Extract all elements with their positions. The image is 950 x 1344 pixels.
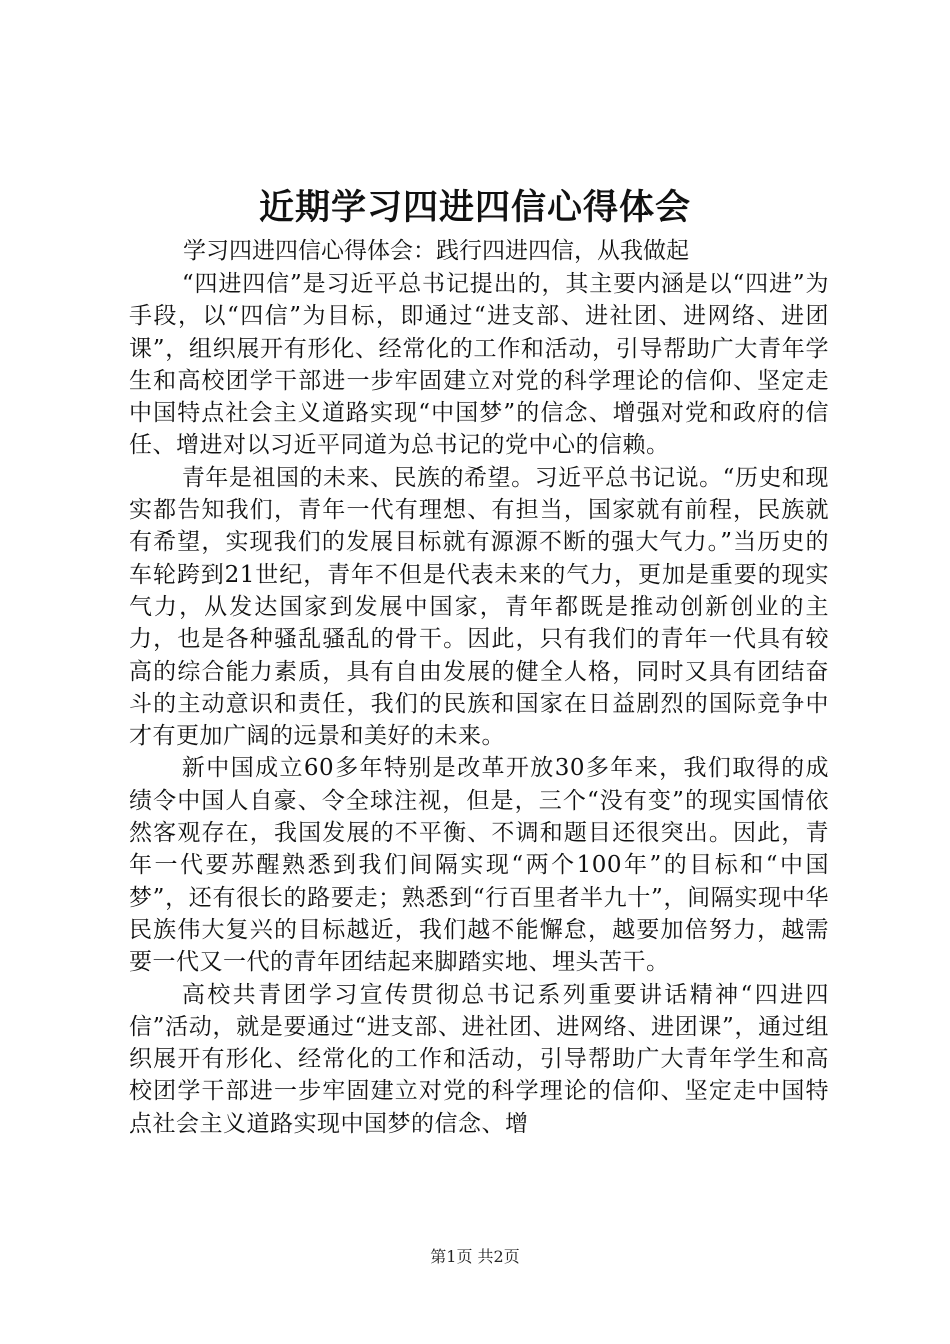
paragraph: “四进四信”是习近平总书记提出的，其主要内涵是以“四进”为手段，以“四信”为目标，即通过“进支部、进社团、进网络、进团课”，组织展开有形化、经常化的工作和活动，引导帮助广大青年学生和高校团学干部进一步牢固建立对党的科学理论的信仰、坚定走中国特点社会主义道路实现“中国梦”的信念、增强对党和政府的信任、增进对以习近平同道为总书记的党中心的信赖。 — [129, 271, 829, 459]
document-subtitle: 学习四进四信心得体会：践行四进四信，从我做起 — [183, 238, 689, 264]
document-body — [129, 268, 829, 1140]
document-title: 近期学习四进四信心得体会 — [258, 187, 691, 228]
paragraph: 新中国成立60多年特别是改革开放30多年来，我们取得的成绩令中国人自豪、令全球注视，但是，三个“没有变”的现实国情依然客观存在，我国发展的不平衡、不调和题目还很突出。因此，青年一代要苏醒熟悉到我们间隔实现“两个100年”的目标和“中国梦”，还有很长的路要走；熟悉到“行百里者半九十”，间隔实现中华民族伟大复兴的目标越近，我们越不能懈怠，越要加倍努力，越需要一代又一代的青年团结起来脚踏实地、埋头苦干。 — [129, 755, 829, 976]
page-number-footer: 第1页 共2页 — [430, 1247, 520, 1266]
paragraph: 青年是祖国的未来、民族的希望。习近平总书记说。“历史和现实都告知我们，青年一代有理想、有担当，国家就有前程，民族就有希望，实现我们的发展目标就有源源不断的强大气力。”当历史的车轮跨到21世纪，青年不但是代表未来的气力，更加是重要的现实气力，从发达国家到发展中国家，青年都既是推动创新创业的主力，也是各种骚乱骚乱的骨干。因此，只有我们的青年一代具有较高的综合能力素质，具有自由发展的健全人格，同时又具有团结奋斗的主动意识和责任，我们的民族和国家在日益剧烈的国际竞争中才有更加广阔的远景和美好的未来。 — [129, 464, 829, 750]
paragraph: 高校共青团学习宣传贯彻总书记系列重要讲话精神“四进四信”活动，就是要通过“进支部、进社团、进网络、进团课”，通过组织展开有形化、经常化的工作和活动，引导帮助广大青年学生和高校团学干部进一步牢固建立对党的科学理论的信仰、坚定走中国特点社会主义道路实现中国梦的信念、增 — [129, 981, 829, 1137]
